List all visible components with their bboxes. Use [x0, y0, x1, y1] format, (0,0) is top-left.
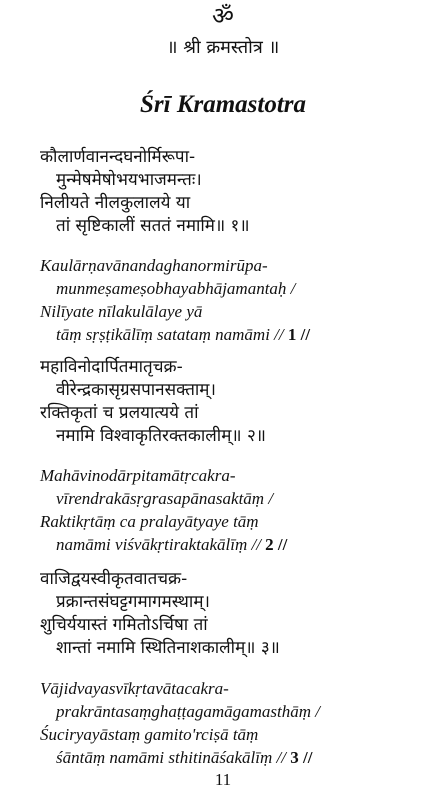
verse-3-devanagari — [40, 568, 440, 660]
verse-line-text: tāṃ sṛṣṭikālīṃ satataṃ namāmi // — [56, 325, 284, 344]
verse-line: महाविनोदार्पितमातृचक्र- — [40, 357, 183, 377]
verse-line: निलीयते नीलकुलालये या — [40, 193, 191, 213]
verse-line: Raktikṛtāṃ ca pralayātyaye tāṃ — [40, 512, 259, 531]
verse-line: शान्तां नमामि स्थितिनाशकालीम्॥ ३॥ — [56, 638, 280, 658]
verse-line: वाजिद्वयस्वीकृतवातचक्र- — [40, 569, 188, 589]
verse-line: रक्तिकृतां च प्रलयात्यये तां — [40, 403, 199, 423]
verse-1-transliteration — [40, 254, 440, 346]
verse-line: munmeṣameṣobhayabhājamantaḥ / — [56, 279, 296, 298]
verse-number: 1 // — [287, 325, 311, 344]
verse-line: शुचिर्ययास्तं गमितोऽर्चिषा तां — [40, 615, 208, 635]
verse-3-transliteration — [40, 677, 440, 769]
verse-line: नमामि विश्वाकृतिरक्तकालीम्॥ २॥ — [56, 426, 266, 446]
verse-line: Kaulārṇavānandaghanormirūpa- — [40, 256, 268, 275]
verse-line: प्रक्रान्तसंघट्टगमागमस्थाम्। — [56, 592, 210, 612]
verse-line — [40, 746, 440, 769]
devanagari-title: ॥ श्री क्रमस्तोत्र ॥ — [166, 37, 280, 58]
page-number: 11 — [214, 770, 232, 789]
roman-title: Śrī Kramastotra — [139, 91, 307, 118]
verse-line: मुन्मेषमेषोभयभाजमन्तः। — [56, 170, 202, 190]
verse-line-text: śāntāṃ namāmi sthitināśakālīṃ // — [56, 748, 286, 767]
verse-1-devanagari — [40, 146, 440, 238]
verse-line: prakrāntasaṃghaṭṭagamāgamasthāṃ / — [56, 702, 320, 721]
verse-line: Śuciryayāstaṃ gamito'rciṣā tāṃ — [40, 725, 259, 744]
verse-line: तां सृष्टिकालीं सततं नमामि॥ १॥ — [56, 216, 250, 236]
verse-2-transliteration — [40, 464, 440, 556]
verse-line-text: namāmi viśvākṛtiraktakālīṃ // — [56, 535, 261, 554]
verse-line: Nilīyate nīlakulālaye yā — [40, 302, 203, 321]
verse-line: Mahāvinodārpitamātṛcakra- — [40, 466, 236, 485]
verse-line — [40, 533, 440, 556]
verse-line: vīrendrakāsṛgrasapānasaktāṃ / — [56, 489, 274, 508]
verse-line — [40, 323, 440, 346]
verse-number: 3 // — [290, 748, 313, 767]
verse-2-devanagari — [40, 356, 440, 448]
verse-line: कौलार्णवानन्दघनोर्मिरूपा- — [40, 147, 196, 167]
verse-line: वीरेन्द्रकासृग्रसपानसक्ताम्। — [56, 380, 216, 400]
verse-number: 2 // — [265, 535, 288, 554]
verse-line: Vājidvayasvīkṛtavātacakra- — [40, 679, 229, 698]
om-symbol: ॐ — [212, 2, 234, 30]
